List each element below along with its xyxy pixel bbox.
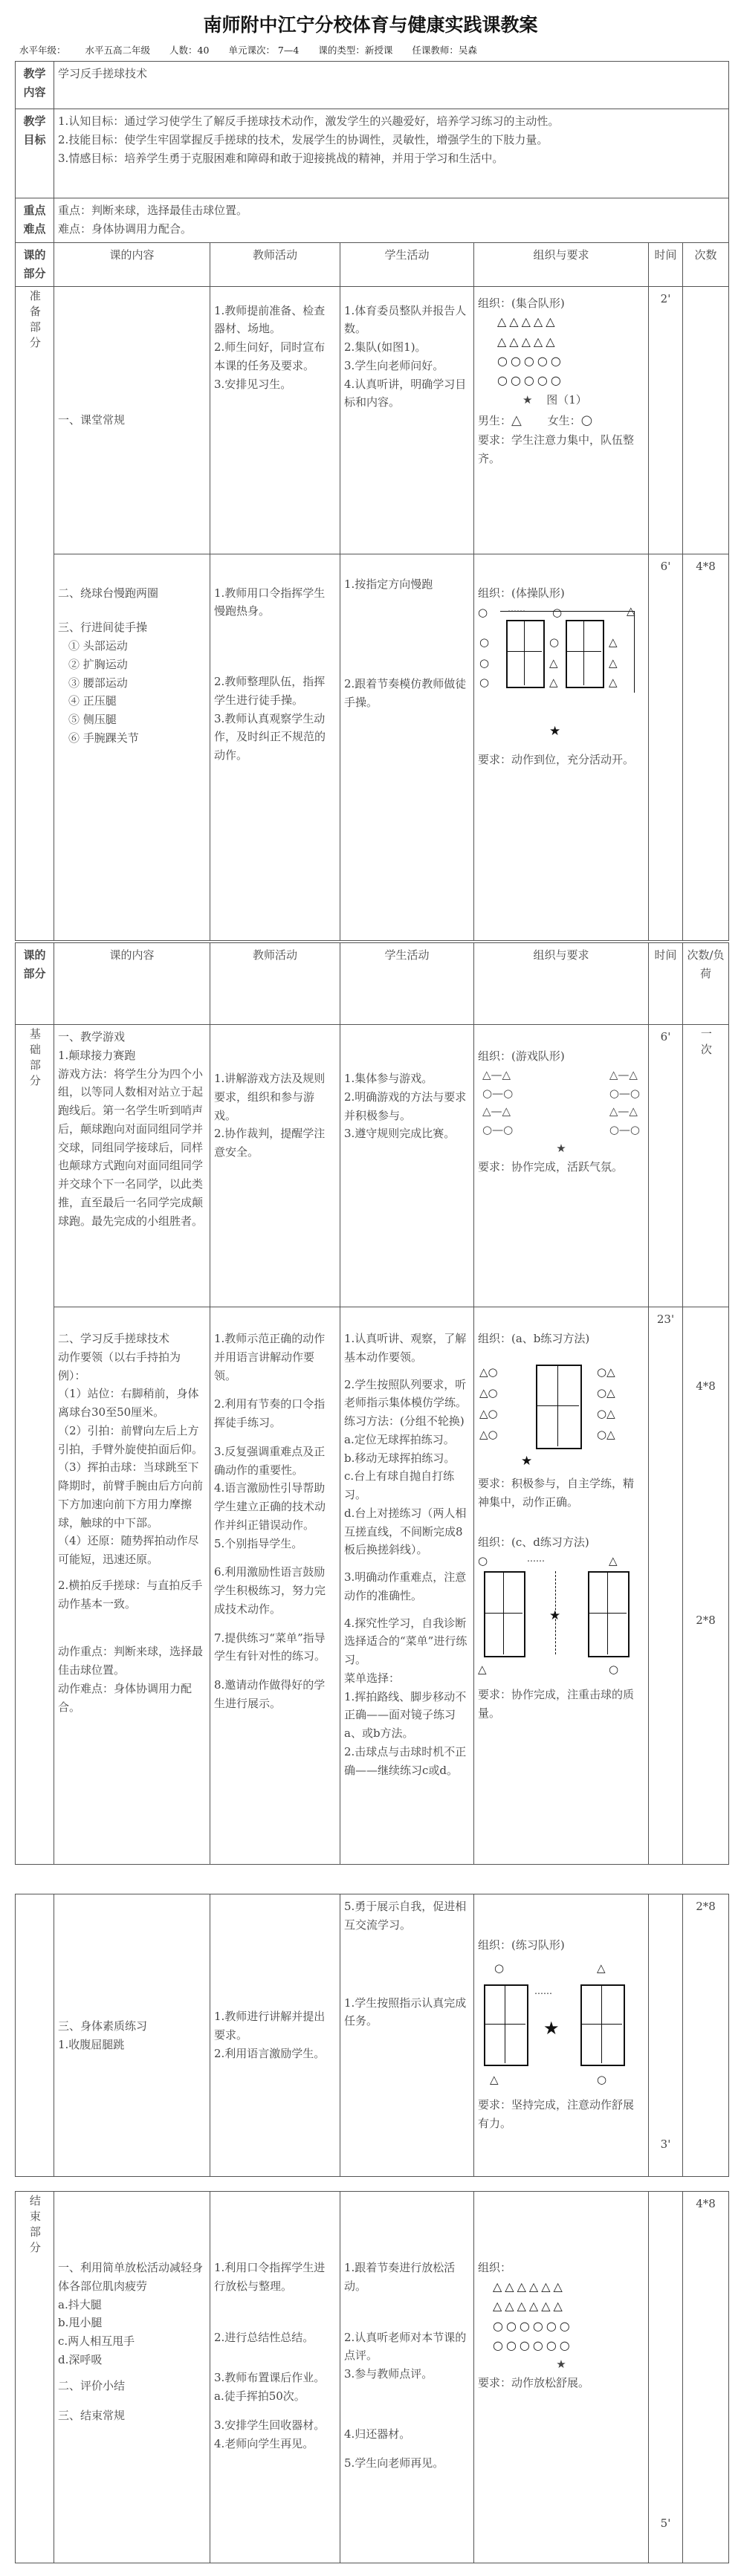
hdr-part: 课的部分 xyxy=(16,243,54,287)
skill-student-5: c.台上有球自抛自打练习。 xyxy=(344,1469,455,1501)
circle-icon: ○ xyxy=(549,635,560,650)
skill-org2-title: 组织：(c、d练习方法) xyxy=(478,1535,589,1550)
prep-part-text: 准备部分 xyxy=(27,289,42,352)
routine-teacher-1: 1.教师提前准备、检查器材、场地。 xyxy=(214,303,326,336)
routine-student xyxy=(340,286,474,554)
skill-student-6: d.台上对搓练习（两人相互搓直线，不间断完成8板后换搓斜线）。 xyxy=(344,1506,467,1557)
basic-part-label xyxy=(16,1025,54,1865)
warmup-content-2: 三、行进间徒手操 xyxy=(58,621,148,635)
fitness-student-1: 1.学生按照指示认真完成任务。 xyxy=(344,1996,467,2028)
warmup-org xyxy=(474,554,649,940)
male-triangle-icon: △ xyxy=(511,412,522,428)
game-org xyxy=(474,1025,649,1307)
plan-table-1 xyxy=(15,61,729,941)
exercise-6: ⑥ 手腕踝关节 xyxy=(68,731,139,745)
end-org-req: 要求：动作放松舒展。 xyxy=(478,2376,590,2390)
end-time: 5' xyxy=(649,2192,683,2563)
plan-table-2 xyxy=(15,942,729,1865)
skill-teacher-1: 1.教师示范正确的动作并用语言讲解动作要领。 xyxy=(214,1332,326,1382)
goal-3: 3.情感目标：培养学生勇于克服困难和障碍和敢于迎接挑战的精神，并用于学习和生活中。 xyxy=(58,151,504,165)
fitness-content-2: 1.收腹屈腿跳 xyxy=(58,2037,125,2051)
circle-icon: ○ xyxy=(609,1663,619,1676)
difficulty: 难点：身体协调用力配合。 xyxy=(58,221,192,236)
routine-times xyxy=(683,286,729,554)
dots-mark: …… xyxy=(527,1553,545,1564)
warmup-times: 4*8 xyxy=(683,554,729,940)
circle-icon: ○△ xyxy=(597,1427,615,1441)
game-teacher xyxy=(210,1025,340,1307)
figure-caption: 图（1） xyxy=(546,392,587,407)
end-student-5: 5.学生向老师再见。 xyxy=(344,2456,444,2470)
hdr-content: 课的内容 xyxy=(54,243,210,287)
end-formation-row-1: △△△△△△ xyxy=(493,2279,566,2294)
warmup-student xyxy=(340,554,474,940)
end-teacher-2: 2.进行总结性总结。 xyxy=(214,2330,314,2344)
triangle-icon: △ xyxy=(549,656,558,670)
hdr2-org: 组织与要求 xyxy=(474,943,649,1025)
routine-student-4: 4.认真听讲，明确学习目标和内容。 xyxy=(344,377,467,410)
skill-content-4: （2）引拍：前臂向左后上方引拍，手臂外旋使拍面后仰。 xyxy=(58,1423,204,1456)
skill-content-5: （3）挥拍击球：当球跳至下降期时，前臂手腕由后方向前下方加速向前下方用力摩擦球，触球的中下部。 xyxy=(58,1460,204,1530)
game-row-left-4: ○—○ xyxy=(482,1123,514,1136)
header-row-1 xyxy=(16,243,729,287)
fitness-time: 3' xyxy=(649,1894,683,2177)
page-title: 南师附中江宁分校体育与健康实践课教案 xyxy=(203,14,538,36)
end-teacher-6: 4.老师向学生再见。 xyxy=(214,2436,314,2450)
end-formation-row-2: △△△△△△ xyxy=(493,2299,566,2314)
skill-teacher-5: 5.个别指导学生。 xyxy=(214,1536,303,1550)
circle-icon: ○ xyxy=(479,635,490,650)
routine-content: 一、课堂常规 xyxy=(54,286,210,554)
formation-row-2: △△△△△ xyxy=(497,334,558,349)
warmup-content xyxy=(54,554,210,940)
skill-student-1: 1.认真听讲、观察，了解基本动作要领。 xyxy=(344,1332,467,1364)
fitness-student-top: 5.勇于展示自我，促进相互交流学习。 xyxy=(344,1900,467,1932)
skill-teacher-6: 6.利用激励性语言鼓励学生积极练习，努力完成技术动作。 xyxy=(214,1565,326,1616)
skill-content-8: 动作重点：判断来球，选择最佳击球位置。 xyxy=(58,1645,204,1677)
mat-left-mid xyxy=(524,620,525,685)
routine-student-2: 2.集队(如图1)。 xyxy=(344,340,427,354)
table-left xyxy=(484,1571,525,1657)
game-content-1: 一、教学游戏 xyxy=(58,1030,126,1043)
end-student xyxy=(340,2192,474,2563)
triangle-icon: △ xyxy=(609,1554,618,1567)
game-student-1: 1.集体参与游戏。 xyxy=(344,1072,433,1085)
table-left xyxy=(484,1984,528,2066)
game-org-title: 组织：(游戏队形) xyxy=(478,1049,565,1063)
meta-teacher: 任课教师：吴森 xyxy=(412,45,477,56)
meta-unit: 单元课次： 7—4 xyxy=(228,45,300,56)
skill-student-9: 菜单选择： xyxy=(344,1671,401,1685)
warmup-teacher-1: 1.教师用口令指挥学生慢跑热身。 xyxy=(214,586,326,618)
hdr2-content: 课的内容 xyxy=(54,943,210,1025)
circle-icon: ○ xyxy=(479,656,490,670)
teacher-star-icon: ★ xyxy=(543,2017,560,2039)
routine-org-req: 要求：学生注意力集中，队伍整齐。 xyxy=(478,433,635,465)
prep-routine-row xyxy=(16,286,729,554)
skill-times-2: 2*8 xyxy=(696,1613,716,1627)
circle-icon: ○△ xyxy=(597,1365,615,1379)
label-content: 教学内容 xyxy=(16,62,54,109)
end-content xyxy=(54,2192,210,2563)
skill-content-9: 动作难点：身体协调用力配合。 xyxy=(58,1681,192,1714)
goals-cell xyxy=(54,109,729,198)
fitness-org xyxy=(474,1894,649,2177)
circle-icon: ○△ xyxy=(597,1385,615,1399)
legend-female: 女生： xyxy=(547,413,581,427)
mat-right xyxy=(566,620,604,688)
triangle-icon: △ xyxy=(490,2072,499,2086)
skill-content xyxy=(54,1307,210,1865)
plan-table-4 xyxy=(15,2191,729,2563)
meta-count: 人数：40 xyxy=(169,45,210,56)
header-row-2 xyxy=(16,943,729,1025)
teacher-star-icon: ★ xyxy=(556,1141,566,1155)
circle-icon: ○ xyxy=(597,2072,607,2086)
triangle-icon: △○ xyxy=(479,1406,498,1420)
game-row-right-4: ○—○ xyxy=(609,1123,640,1136)
meta-level: 水平年级： xyxy=(19,45,66,56)
table-right-mid xyxy=(607,1571,608,1654)
label-key: 重点难点 xyxy=(16,198,54,243)
fitness-teacher xyxy=(210,1894,340,2177)
triangle-icon: △ xyxy=(549,676,558,690)
fitness-teacher-1: 1.教师进行讲解并提出要求。 xyxy=(214,2010,326,2042)
female-circle-icon: ○ xyxy=(580,412,593,428)
end-content-7: 三、结束常规 xyxy=(58,2409,126,2423)
teacher-star-icon: ★ xyxy=(556,2357,566,2372)
mat-right-mid xyxy=(583,620,584,685)
skill-student-2: 2.学生按照队列要求，听老师指示集体模仿学练。练习方法：(分组不轮换) xyxy=(344,1377,467,1428)
fitness-content xyxy=(54,1894,210,2177)
triangle-icon: △ xyxy=(609,635,618,650)
ab-practice-diagram xyxy=(478,1348,644,1475)
fitness-times: 2*8 xyxy=(683,1894,729,2177)
game-content xyxy=(54,1025,210,1307)
triangle-icon: △○ xyxy=(479,1427,498,1441)
game-times-text: 一次 xyxy=(699,1028,713,1059)
hdr2-student: 学生活动 xyxy=(340,943,474,1025)
exercise-4: ④ 正压腿 xyxy=(68,694,117,708)
end-org xyxy=(474,2192,649,2563)
hdr-org: 组织与要求 xyxy=(474,243,649,287)
end-times: 4*8 xyxy=(683,2192,729,2563)
game-row xyxy=(16,1025,729,1307)
routine-time: 2' xyxy=(649,286,683,554)
table-right xyxy=(580,1984,625,2066)
table-left-mid xyxy=(503,1571,504,1654)
skill-teacher-8: 8.邀请动作做得好的学生进行展示。 xyxy=(214,1678,326,1710)
game-row-left-2: ○—○ xyxy=(482,1086,514,1100)
game-content-2: 1.颠球接力赛跑 xyxy=(58,1048,136,1062)
warmup-org-req: 要求：动作到位，充分活动开。 xyxy=(478,753,635,767)
formation-row-4: ○○○○○ xyxy=(497,373,564,388)
triangle-icon: △ xyxy=(609,656,618,670)
prep-part-label xyxy=(16,286,54,940)
lesson-meta xyxy=(19,43,725,56)
table-right xyxy=(588,1571,630,1657)
end-row xyxy=(16,2192,729,2563)
warmup-teacher-3: 3.教师认真观察学生动作，及时纠正不规范的动作。 xyxy=(214,711,326,762)
lesson-content: 学习反手搓球技术 xyxy=(54,62,729,109)
end-teacher-1: 1.利用口令指挥学生进行放松与整理。 xyxy=(214,2261,326,2293)
end-content-3: b.甩小腿 xyxy=(58,2316,103,2330)
skill-teacher xyxy=(210,1307,340,1865)
dots-mark: …… xyxy=(534,1985,552,1996)
end-student-1: 1.跟着节奏进行放松活动。 xyxy=(344,2261,456,2293)
routine-student-1: 1.体育委员整队并报告人数。 xyxy=(344,303,467,336)
fitness-formation-diagram xyxy=(478,1955,644,2096)
label-goals: 教学目标 xyxy=(16,109,54,198)
formation-row-3: ○○○○○ xyxy=(497,354,564,369)
hdr2-teacher: 教师活动 xyxy=(210,943,340,1025)
end-content-6: 二、评价小结 xyxy=(58,2378,126,2392)
skill-student xyxy=(340,1307,474,1865)
warmup-org-title: 组织：(体操队形) xyxy=(478,586,565,600)
end-content-2: a.抖大腿 xyxy=(58,2297,102,2311)
warmup-student-2: 2.跟着节奏模仿教师做徒手操。 xyxy=(344,677,467,709)
mat-left xyxy=(506,620,545,688)
game-row-right-1: △—△ xyxy=(609,1067,638,1081)
triangle-icon: △ xyxy=(627,604,635,618)
cd-practice-diagram xyxy=(478,1552,644,1686)
skill-teacher-4: 4.语言激励性引导帮助学生建立正确的技术动作并纠正错误动作。 xyxy=(214,1481,326,1532)
circle-icon: ○ xyxy=(479,676,490,690)
fitness-part-empty xyxy=(16,1894,54,2177)
key-point: 重点：判断来球，选择最佳击球位置。 xyxy=(58,204,248,217)
skill-content-2: 动作要领（以右手持拍为例）： xyxy=(58,1350,181,1382)
end-student-2: 2.认真听老师对本节课的点评。 xyxy=(344,2330,467,2363)
triangle-icon: △○ xyxy=(479,1385,498,1399)
skill-time: 23' xyxy=(649,1307,683,1865)
fitness-content-1: 三、身体素质练习 xyxy=(58,2019,148,2033)
end-content-1: 一、利用简单放松活动减轻身体各部位肌肉疲劳 xyxy=(58,2261,204,2293)
routine-teacher xyxy=(210,286,340,554)
goal-2: 2.技能目标：使学生牢固掌握反手搓球的技术，发展学生的协调性，灵敏性，增强学生的下肢力量。 xyxy=(58,132,549,146)
fitness-org-title: 组织：(练习队形) xyxy=(478,1938,565,1952)
routine-student-3: 3.学生向老师问好。 xyxy=(344,358,444,372)
warmup-teacher-2: 2.教师整理队伍，指挥学生进行徒手操。 xyxy=(214,675,326,707)
warmup-content-1: 二、绕球台慢跑两圈 xyxy=(58,586,159,600)
fitness-org-req: 要求：坚持完成，注意动作舒展有力。 xyxy=(478,2097,635,2130)
game-student-2: 2.明确游戏的方法与要求并积极参与。 xyxy=(344,1090,467,1122)
exercise-1: ① 头部运动 xyxy=(68,639,128,653)
skill-content-6: （4）还原：随势挥拍动作尽可能短，迅速还原。 xyxy=(58,1534,199,1566)
skill-org1-req: 要求：积极参与，自主学练，精神集中，动作正确。 xyxy=(478,1476,635,1509)
routine-teacher-2: 2.师生问好，同时宣布本课的任务及要求。 xyxy=(214,340,326,372)
table-right-mid xyxy=(601,1984,602,2063)
end-content-5: d.深呼吸 xyxy=(58,2352,103,2366)
teacher-star-icon: ★ xyxy=(549,1608,561,1623)
skill-student-4: b.移动无球挥拍练习。 xyxy=(344,1451,456,1465)
end-content-4: c.两人相互甩手 xyxy=(58,2334,135,2348)
teacher-star-icon: ★ xyxy=(521,1453,533,1469)
end-teacher xyxy=(210,2192,340,2563)
skill-student-3: a.定位无球挥拍练习。 xyxy=(344,1432,455,1446)
triangle-icon: △ xyxy=(478,1663,487,1676)
routine-org-title: 组织：(集合队形) xyxy=(478,296,565,310)
row-goals xyxy=(16,109,729,198)
circle-icon: ○ xyxy=(552,606,563,620)
end-teacher-4: a.徒手挥拍50次。 xyxy=(214,2389,305,2403)
game-row-left-3: △—△ xyxy=(482,1104,511,1119)
exercise-3: ③ 腰部运动 xyxy=(68,676,128,690)
game-content-3: 游戏方法：将学生分为四个小组，以等同人数相对站立于起跑线后。第一名学生听到哨声后，颠球跑向对面同组同学并交球，同组同学接球后，同样也颠球方式跑向对面同组同学并交球个下一名同学，以此类推，直至最后一名同学完成颠球跑。最先完成的小组胜者。 xyxy=(58,1067,204,1228)
exercise-5: ⑤ 侧压腿 xyxy=(68,713,117,726)
end-student-3: 3.参与教师点评。 xyxy=(344,2367,433,2381)
meta-grade: 水平五高二年级 xyxy=(85,45,151,56)
skill-times-1: 4*8 xyxy=(696,1379,716,1393)
skill-row xyxy=(16,1307,729,1865)
run-path-right xyxy=(634,611,635,693)
game-teacher-1: 1.讲解游戏方法及规则要求，组织和参与游戏。 xyxy=(214,1072,326,1122)
fitness-teacher-2: 2.利用语言激励学生。 xyxy=(214,2046,326,2060)
exercise-2: ② 扩胸运动 xyxy=(68,657,128,671)
prep-warmup-row xyxy=(16,554,729,940)
end-formation-row-3: ○○○○○○ xyxy=(493,2318,573,2333)
routine-teacher-3: 3.安排见习生。 xyxy=(214,377,292,391)
table-midline xyxy=(557,1365,558,1446)
hdr2-time: 时间 xyxy=(649,943,683,1025)
game-row-left-1: △—△ xyxy=(482,1067,511,1081)
game-student xyxy=(340,1025,474,1307)
skill-org2-req: 要求：协作完成，注重击球的质量。 xyxy=(478,1688,635,1720)
table-court xyxy=(536,1365,582,1449)
row-content xyxy=(16,62,729,109)
routine-org xyxy=(474,286,649,554)
warmup-time: 6' xyxy=(649,554,683,940)
skill-times xyxy=(683,1307,729,1865)
key-cell xyxy=(54,198,729,243)
fitness-student xyxy=(340,1894,474,2177)
teacher-star-icon: ★ xyxy=(549,724,561,740)
plan-table-3 xyxy=(15,1894,729,2177)
circle-icon: ○△ xyxy=(597,1406,615,1420)
row-key xyxy=(16,198,729,243)
end-student-4: 4.归还器材。 xyxy=(344,2427,411,2441)
triangle-icon: △ xyxy=(609,676,618,690)
end-part-label xyxy=(16,2192,54,2563)
hdr2-part: 课的部分 xyxy=(16,943,54,1025)
triangle-icon: △○ xyxy=(479,1365,498,1379)
warmup-teacher xyxy=(210,554,340,940)
fitness-row xyxy=(16,1894,729,2177)
end-part-text: 结束部分 xyxy=(27,2195,42,2257)
skill-content-3: （1）站位：右脚稍前，身体离球台30至50厘米。 xyxy=(58,1387,199,1419)
game-org-req: 要求：协作完成，活跃气氛。 xyxy=(478,1159,624,1174)
game-student-3: 3.遵守规则完成比赛。 xyxy=(344,1127,456,1141)
skill-teacher-2: 2.利用有节奏的口令指挥徒手练习。 xyxy=(214,1397,326,1429)
end-teacher-5: 3.安排学生回收器材。 xyxy=(214,2418,326,2432)
hdr-time: 时间 xyxy=(649,243,683,287)
game-teacher-2: 2.协作裁判，提醒学注意安全。 xyxy=(214,1127,326,1159)
skill-student-11: 2.击球点与击球时机不正确——继续练习c或d。 xyxy=(344,1744,467,1777)
legend-male: 男生： xyxy=(478,413,512,427)
circle-icon: ○ xyxy=(478,1554,488,1567)
game-row-right-2: ○—○ xyxy=(609,1086,640,1100)
hdr-times: 次数 xyxy=(683,243,729,287)
dots-mark: …… xyxy=(508,603,525,615)
game-times xyxy=(683,1025,729,1307)
warmup-student-1: 1.按指定方向慢跑 xyxy=(344,577,433,591)
skill-content-1: 二、学习反手搓球技术 xyxy=(58,1332,170,1345)
teacher-star-icon: ★ xyxy=(522,392,533,407)
skill-org1-title: 组织：(a、b练习方法) xyxy=(478,1332,590,1345)
skill-teacher-3: 3.反复强调重难点及正确动作的重要性。 xyxy=(214,1444,326,1477)
hdr-teacher: 教师活动 xyxy=(210,243,340,287)
end-org-title: 组织： xyxy=(478,2261,512,2274)
goal-1: 1.认知目标：通过学习使学生了解反手搓球技术动作，激发学生的兴趣爱好，培养学习练习的主动性。 xyxy=(58,114,560,128)
formation-row-1: △△△△△ xyxy=(497,314,558,329)
circle-icon: ○ xyxy=(478,606,488,620)
end-formation-row-4: ○○○○○○ xyxy=(493,2337,573,2352)
skill-teacher-7: 7.提供练习“菜单”指导学生有针对性的练习。 xyxy=(214,1631,326,1663)
triangle-icon: △ xyxy=(597,1961,606,1975)
end-teacher-3: 3.教师布置课后作业。 xyxy=(214,2371,326,2385)
game-time: 6' xyxy=(649,1025,683,1307)
skill-content-7: 2.横拍反手搓球：与直拍反手动作基本一致。 xyxy=(58,1578,203,1611)
skill-org xyxy=(474,1307,649,1865)
skill-student-10: 1.挥拍路线、脚步移动不正确——面对镜子练习a、或b方法。 xyxy=(344,1689,467,1740)
skill-student-7: 3.明确动作重难点，注意动作的准确性。 xyxy=(344,1570,467,1602)
gym-formation-diagram xyxy=(478,602,644,788)
hdr-student: 学生活动 xyxy=(340,243,474,287)
basic-part-text: 基础部分 xyxy=(27,1028,42,1090)
meta-lesson-type: 课的类型：新授课 xyxy=(318,45,393,56)
skill-student-8: 4.探究性学习，自我诊断选择适合的“菜单”进行练习。 xyxy=(344,1616,467,1666)
circle-icon: ○ xyxy=(494,1961,505,1975)
game-row-right-3: △—△ xyxy=(609,1104,638,1119)
hdr2-times: 次数/负荷 xyxy=(683,943,729,1025)
